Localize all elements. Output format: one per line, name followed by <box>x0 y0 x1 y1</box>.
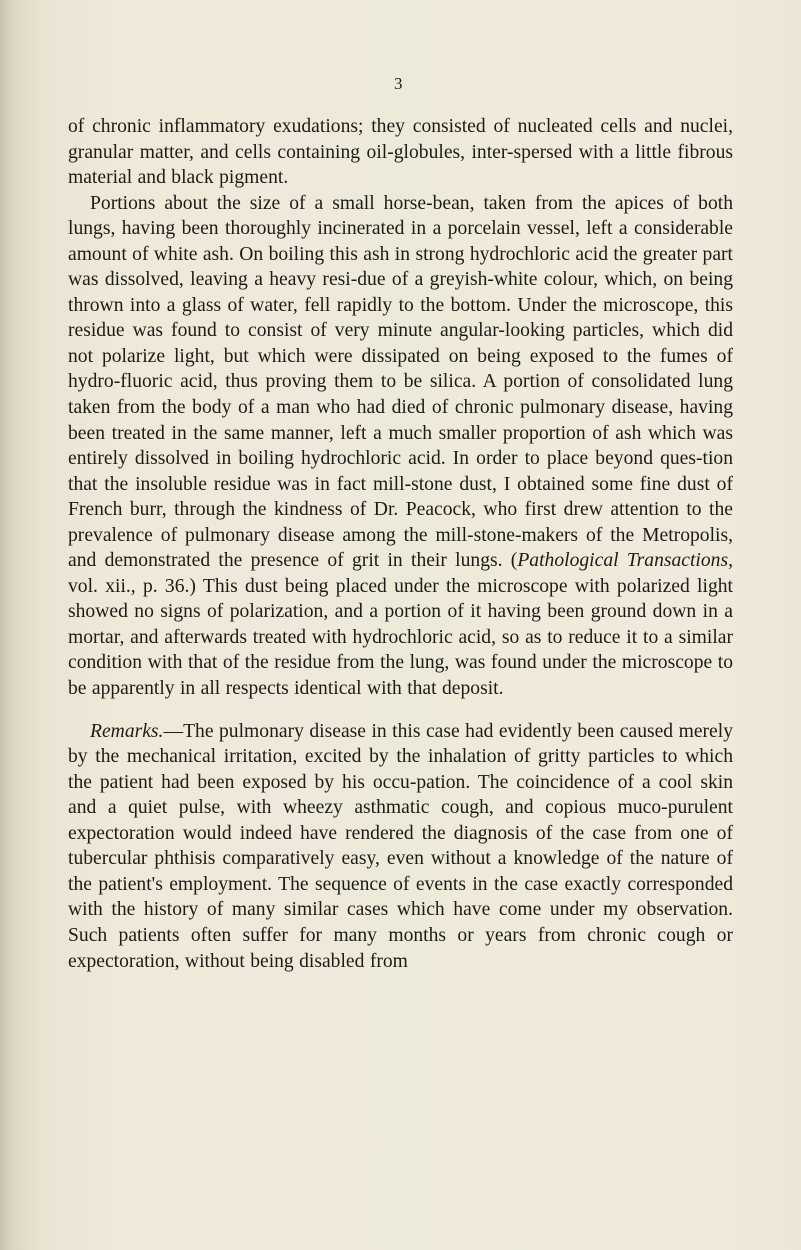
page-number: 3 <box>394 74 403 93</box>
remarks-text: —The pulmonary disease in this case had evidently been caused merely by the mechanical irritation, excited by the inhalation of gritty particles to which the patient had been exposed by his occu-pation. The coincidence of a cool skin and a quiet pulse, with wheezy asthmatic cough, and copious muco-purulent expectoration would indeed have rendered the diagnosis of the case from one of tubercular phthisis comparatively easy, even without a knowledge of the nature of the patient's employment. The sequence of events in the case exactly corresponded with the history of many similar cases which have come under my observation. Such patients often suffer for many months or years from chronic cough or expectoration, without being disabled from <box>68 720 733 972</box>
body-text <box>68 114 733 974</box>
paragraph-exudations: of chronic inflammatory exudations; they consisted of nucleated cells and nuclei, granular matter, and cells containing oil-globules, inter-spersed with a little fibrous material and black pigment. <box>68 116 733 189</box>
paragraph-remarks <box>68 719 733 974</box>
remarks-label: Remarks. <box>90 720 164 742</box>
paragraph-incineration <box>68 191 733 702</box>
citation-journal-title: Pathological Transactions, <box>517 550 733 572</box>
paragraph-incineration-text: Portions about the size of a small horse-bean, taken from the apices of both lungs, having been thoroughly incinerated in a porcelain vessel, left a considerable amount of white ash. On boiling this ash in strong hydrochloric acid the greater part was dissolved, leaving a heavy resi-due of a greyish-white colour, which, on being thrown into a glass of water, fell rapidly to the bottom. Under the microscope, this residue was found to consist of very minute angular-looking particles, which did not polarize light, but which were dissipated on being exposed to the fumes of hydro-fluoric acid, thus proving them to be silica. A portion of consolidated lung taken from the body of a man who had died of chronic pulmonary disease, having been treated in the same manner, left a much smaller proportion of ash which was entirely dissolved in boiling hydrochloric acid. In order to place beyond ques-tion that the insoluble residue was in fact mill-stone dust, I obtained some fine dust of French burr, through the kindness of Dr. Peacock, who first drew attention to the prevalence of pulmonary disease among the mill-stone-makers of the Metropolis, and demonstrated the presence of grit in their lungs. ( <box>68 192 733 572</box>
paragraph-incineration-continued: vol. xii., p. 36.) This dust being placed under the microscope with polarized light showed no signs of polarization, and a portion of it having been ground down in a mortar, and afterwards treated with hydrochloric acid, so as to reduce it to a similar condition with that of the residue from the lung, was found under the microscope to be apparently in all respects identical with that deposit. <box>68 575 733 700</box>
